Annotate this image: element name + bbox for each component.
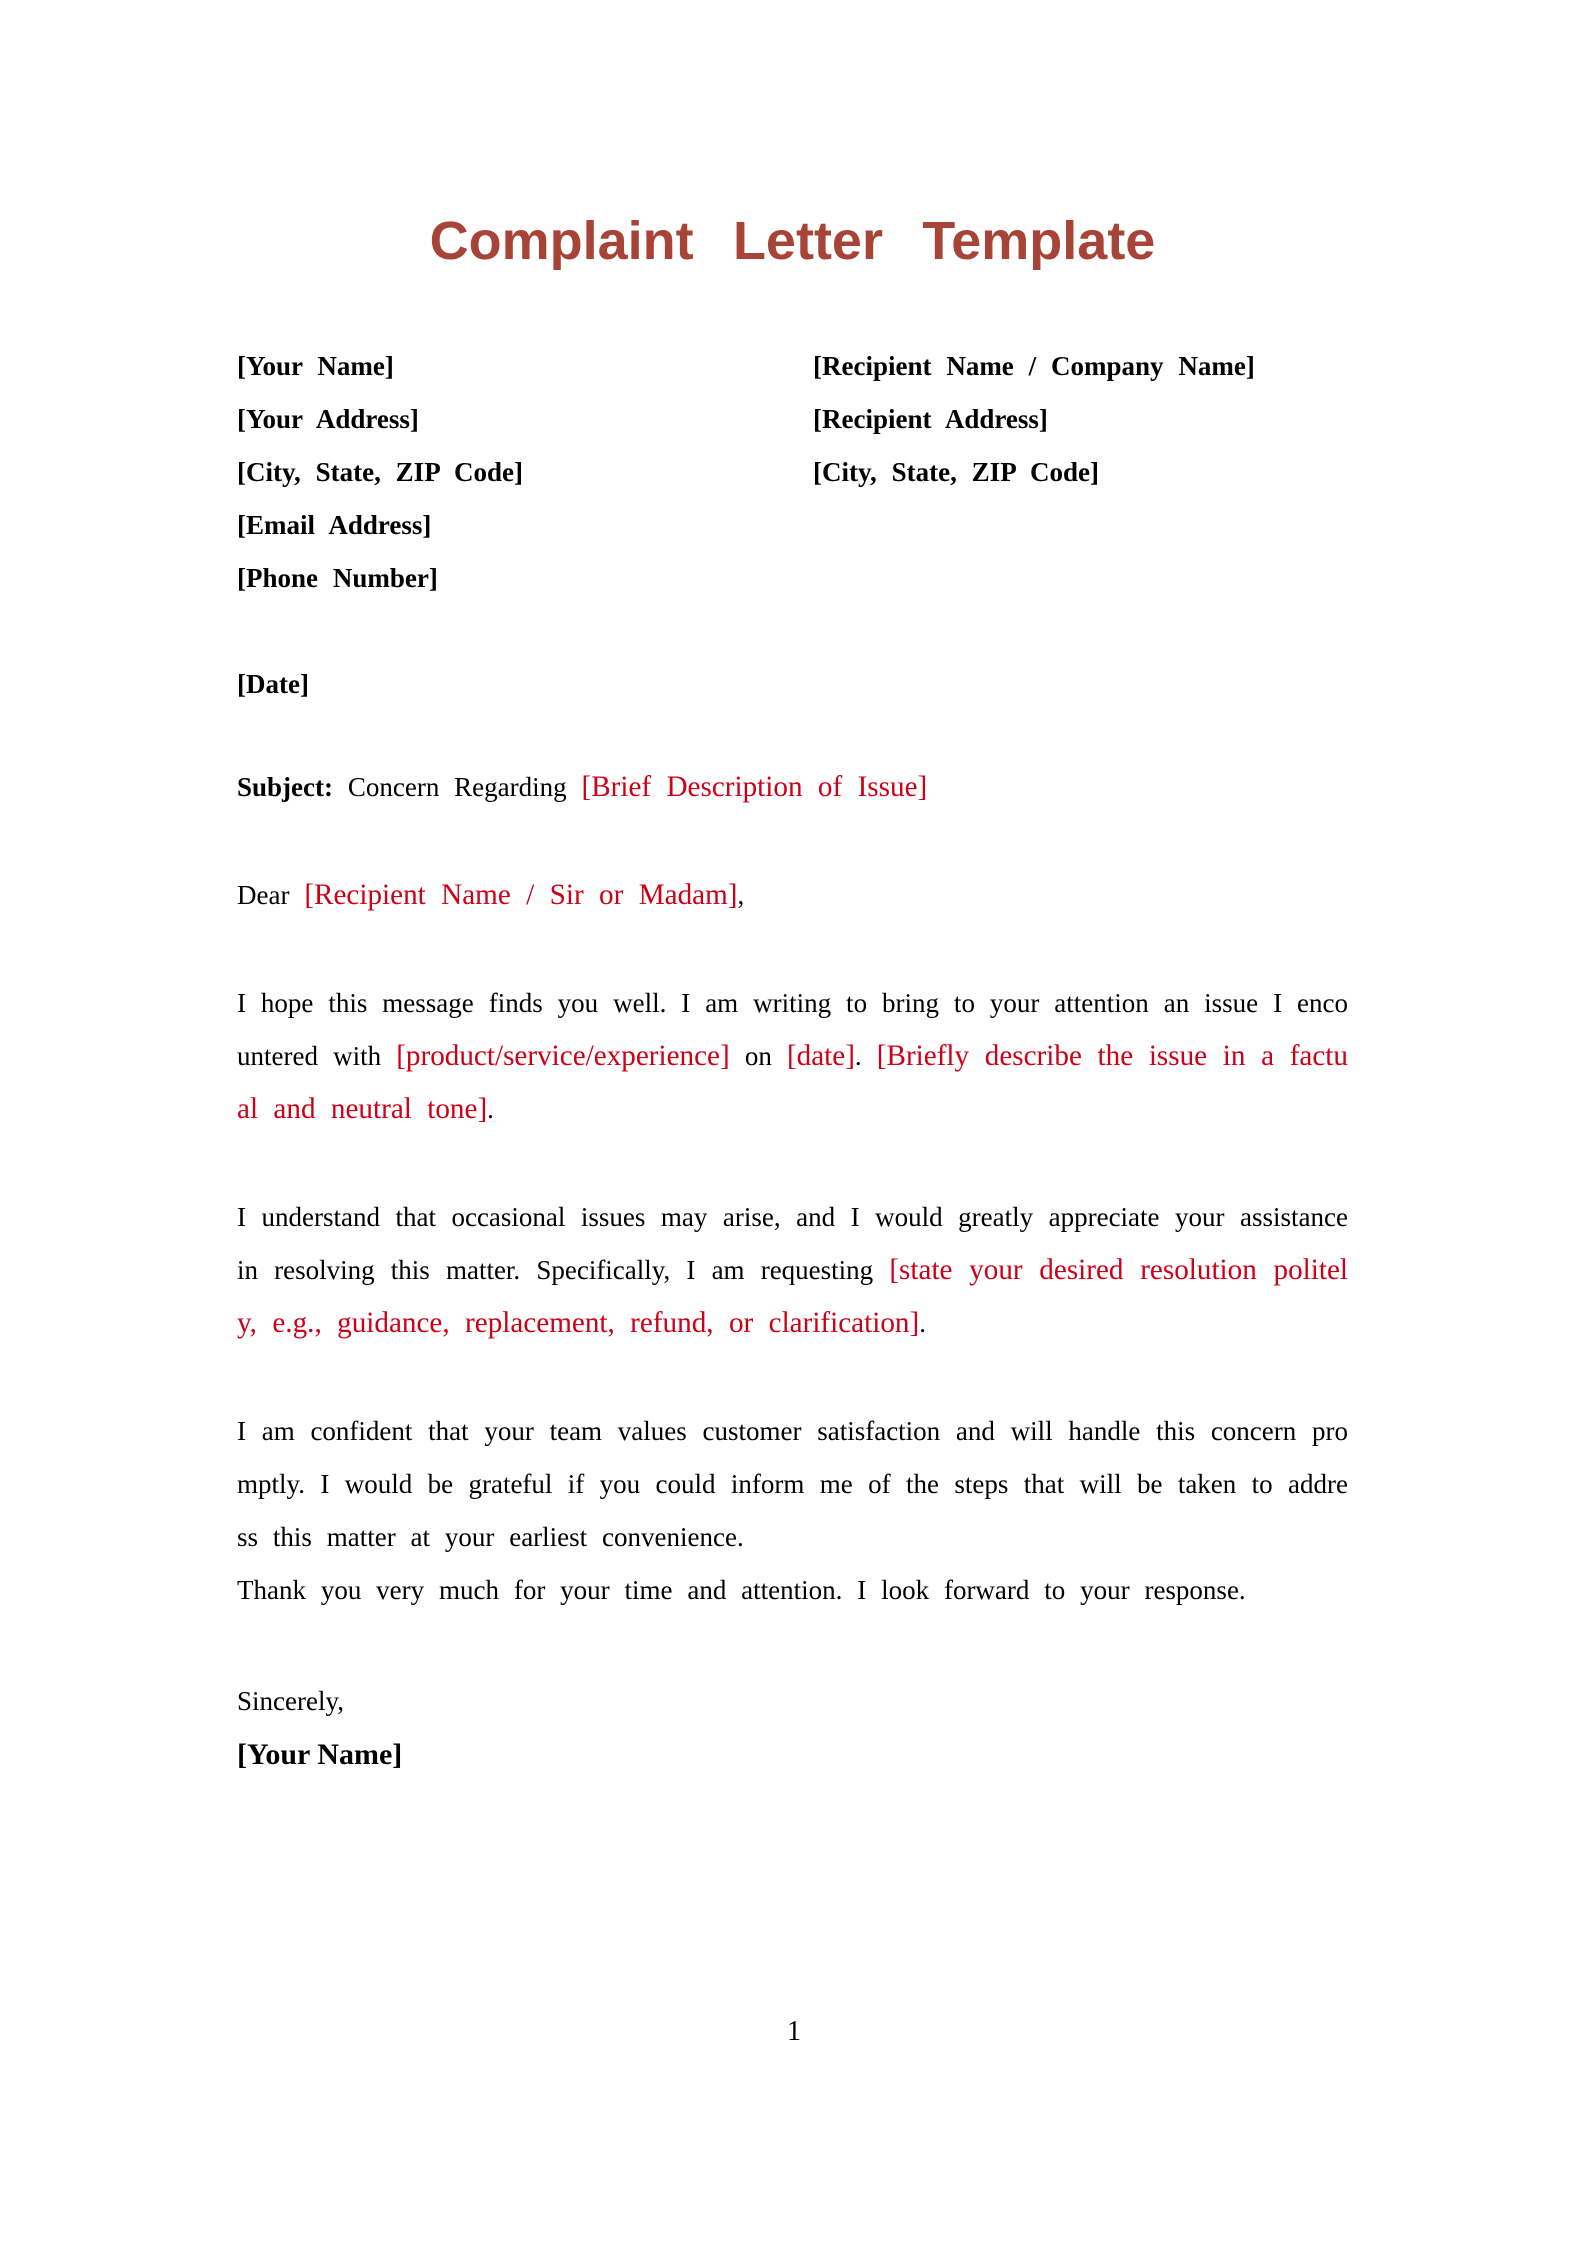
paragraph-text: I hope this message finds you well. I am writing to bring to your attention an issue I encountered with: [237, 988, 1348, 1071]
sender-address-line: [Your Address]: [237, 404, 419, 434]
paragraph-text: I am confident that your team values customer satisfaction and will handle this concern promptly. I would be grateful if you could inform me of the steps that will be taken to address this matter at your earliest convenience.: [237, 1416, 1348, 1552]
address-block: [237, 340, 1348, 605]
page-number: 1: [787, 2016, 801, 2047]
sender-block: [237, 340, 813, 605]
paragraph-text: .: [854, 1041, 877, 1071]
placeholder-desired-resolution: [state your desired resolution politely, e.g., guidance, replacement, refund, or clarification]: [237, 1254, 1348, 1339]
sender-city-line: [City, State, ZIP Code]: [237, 457, 524, 487]
subject-label: Subject:: [237, 772, 333, 802]
recipient-address-line: [Recipient Address]: [813, 404, 1048, 434]
body-paragraph-2: [237, 1191, 1348, 1350]
salutation-line: [237, 869, 1348, 922]
placeholder-product-service: [product/service/experience]: [396, 1040, 730, 1072]
closing-salutation: Sincerely,: [237, 1686, 344, 1716]
paragraph-text: I understand that occasional issues may arise, and I would greatly appreciate your assistance in resolving this matter. Specifically, I am requesting: [237, 1202, 1348, 1285]
closing-block: [237, 1675, 1348, 1782]
body-paragraph-3: [237, 1405, 1348, 1617]
signature-name: [Your Name]: [237, 1738, 403, 1771]
sender-name-line: [Your Name]: [237, 351, 394, 381]
subject-line: [237, 761, 1348, 814]
body-paragraph-1: [237, 977, 1348, 1136]
sender-email-line: [Email Address]: [237, 510, 432, 540]
recipient-name-line: [Recipient Name / Company Name]: [813, 351, 1255, 381]
paragraph-text: on: [729, 1041, 787, 1071]
salutation-placeholder: [Recipient Name / Sir or Madam]: [304, 879, 738, 911]
salutation-suffix: ,: [737, 880, 745, 910]
page-title: Complaint Letter Template: [429, 211, 1156, 271]
recipient-city-line: [City, State, ZIP Code]: [813, 457, 1100, 487]
subject-text: Concern Regarding: [333, 772, 582, 802]
subject-placeholder: [Brief Description of Issue]: [581, 771, 928, 803]
recipient-block: [813, 340, 1348, 605]
date-line: [Date]: [237, 669, 309, 699]
paragraph-text: .: [919, 1308, 926, 1338]
placeholder-date: [date]: [786, 1040, 855, 1072]
sender-phone-line: [Phone Number]: [237, 563, 438, 593]
salutation-prefix: Dear: [237, 880, 305, 910]
placeholder-issue-description: [Briefly describe the issue in a factual and neutral tone]: [237, 1040, 1348, 1125]
paragraph-text: .: [487, 1094, 494, 1124]
paragraph-text: Thank you very much for your time and attention. I look forward to your response.: [237, 1575, 1246, 1605]
